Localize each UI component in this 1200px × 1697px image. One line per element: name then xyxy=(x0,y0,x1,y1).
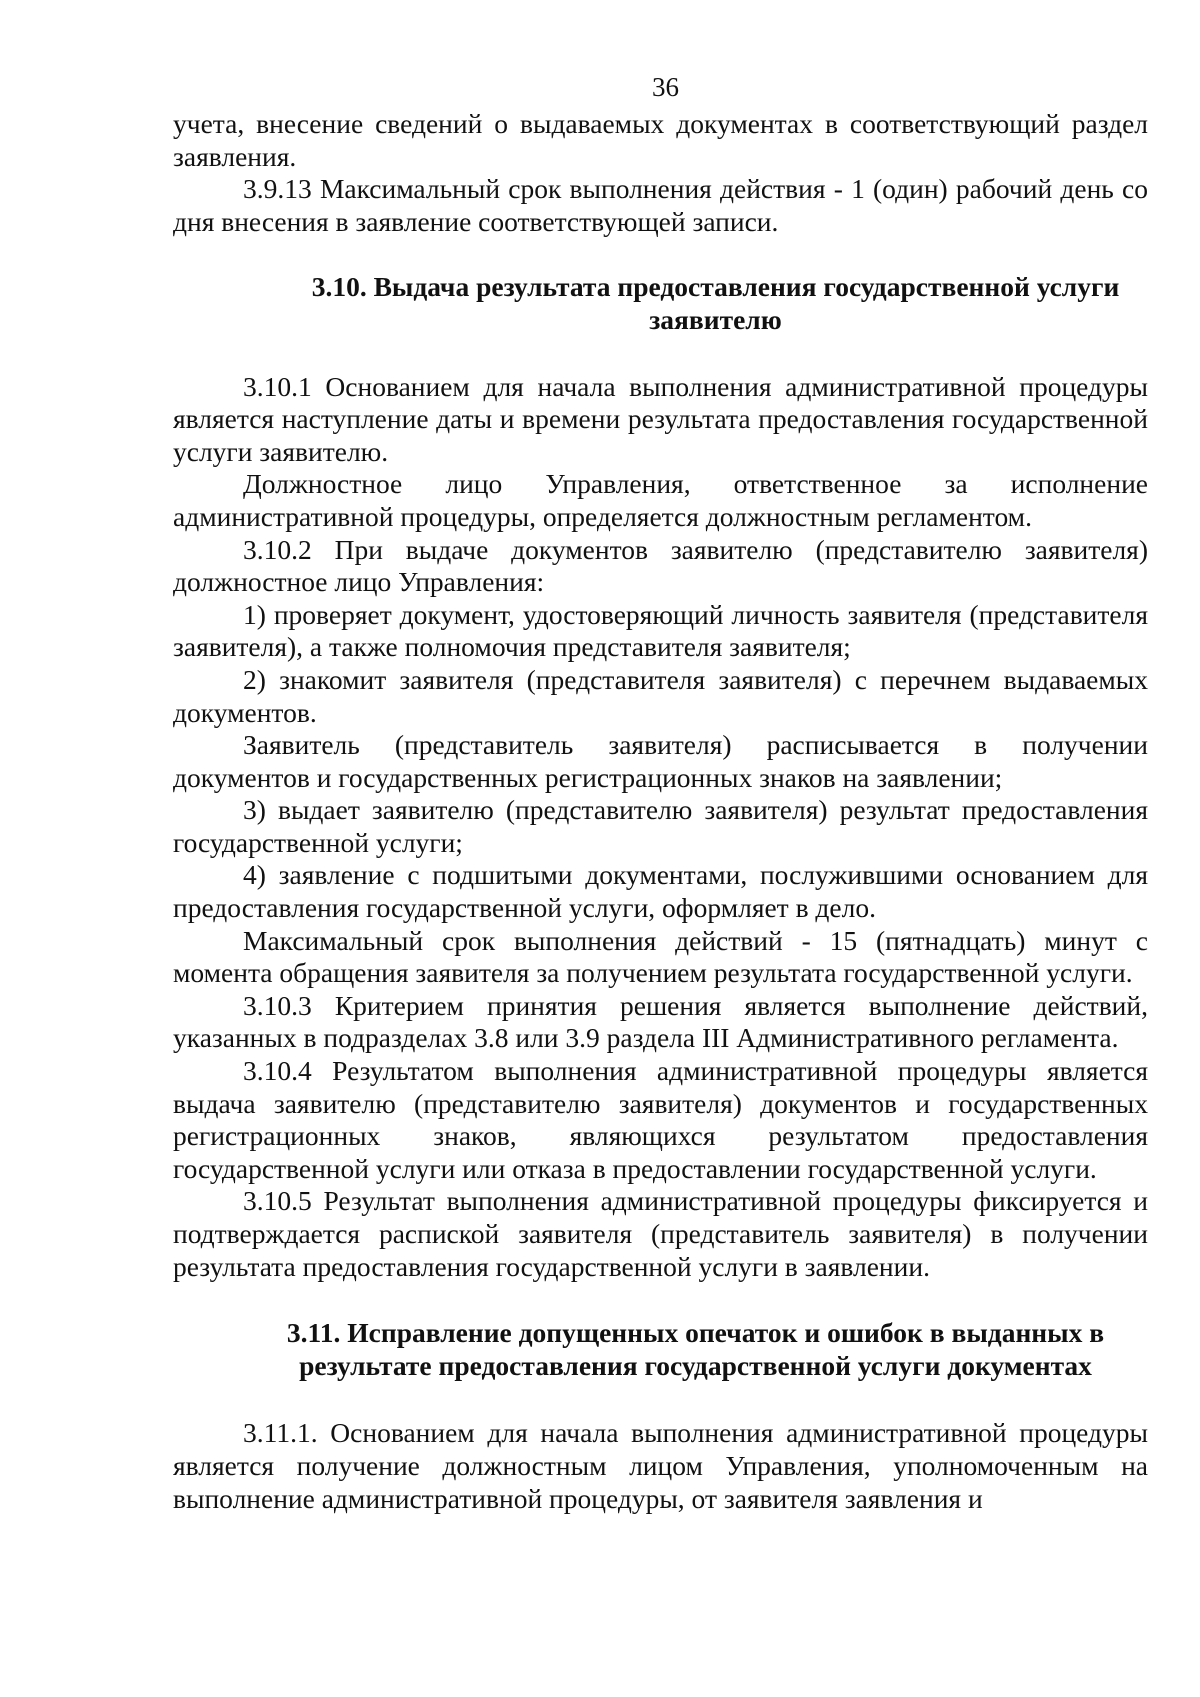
list-item-2: 2) знакомит заявителя (представителя заявителя) с перечнем выдаваемых документов. xyxy=(173,663,1148,728)
document-page xyxy=(173,68,1148,1515)
list-item-4: 4) заявление с подшитыми документами, послужившими основанием для предоставления государственной услуги, оформляет в дело. xyxy=(173,859,1148,924)
paragraph-max-time: Максимальный срок выполнения действий - 15 (пятнадцать) минут с момента обращения заявителя за получением результата государственной услуги. xyxy=(173,924,1148,989)
page-number: 36 xyxy=(652,72,679,102)
paragraph-3-10-1: 3.10.1 Основанием для начала выполнения административной процедуры является наступление даты и времени результата предоставления государственной услуги заявителю. xyxy=(173,370,1148,467)
paragraph-3-10-2: 3.10.2 При выдаче документов заявителю (представителю заявителя) должностное лицо Управления: xyxy=(173,533,1148,598)
list-item-1: 1) проверяет документ, удостоверяющий личность заявителя (представителя заявителя), а также полномочия представителя заявителя; xyxy=(173,598,1148,663)
paragraph-signs: Заявитель (представитель заявителя) расписывается в получении документов и государственных регистрационных знаков на заявлении; xyxy=(173,729,1148,793)
section-heading-3-11: 3.11. Исправление допущенных опечаток и ошибок в выданных в результате предоставления государственной услуги документах xyxy=(286,1317,1105,1381)
paragraph-3-9-13: 3.9.13 Максимальный срок выполнения действия - 1 (один) рабочий день со дня внесения в заявление соответствующей записи. xyxy=(173,173,1148,237)
paragraph-3-10-3: 3.10.3 Критерием принятия решения является выполнение действий, указанных в подразделах 3.8 или 3.9 раздела III Административного регламента. xyxy=(173,989,1148,1054)
paragraph-3-10-5: 3.10.5 Результат выполнения административной процедуры фиксируется и подтверждается распиской заявителя (представитель заявителя) в получении результата предоставления государственной услуги в заявлении. xyxy=(173,1185,1148,1282)
paragraph-3-10-4: 3.10.4 Результатом выполнения административной процедуры является выдача заявителю (представителю заявителя) документов и государственных регистрационных знаков, являющихся результатом предоставления государственной услуги или отказа в предоставлении государственной услуги. xyxy=(173,1055,1148,1184)
paragraph-official: Должностное лицо Управления, ответственное за исполнение административной процедуры, определяется должностным регламентом. xyxy=(173,468,1148,532)
list-item-3: 3) выдает заявителю (представителю заявителя) результат предоставления государственной услуги; xyxy=(173,794,1148,858)
paragraph-continuation: учета, внесение сведений о выдаваемых документах в соответствующий раздел заявления. xyxy=(173,108,1148,172)
section-heading-3-10: 3.10. Выдача результата предоставления государственной услуги заявителю xyxy=(311,271,1120,335)
paragraph-3-11-1: 3.11.1. Основанием для начала выполнения административной процедуры является получение должностным лицом Управления, уполномоченным на выполнение административной процедуры, от заявителя заявления и xyxy=(173,1417,1148,1514)
